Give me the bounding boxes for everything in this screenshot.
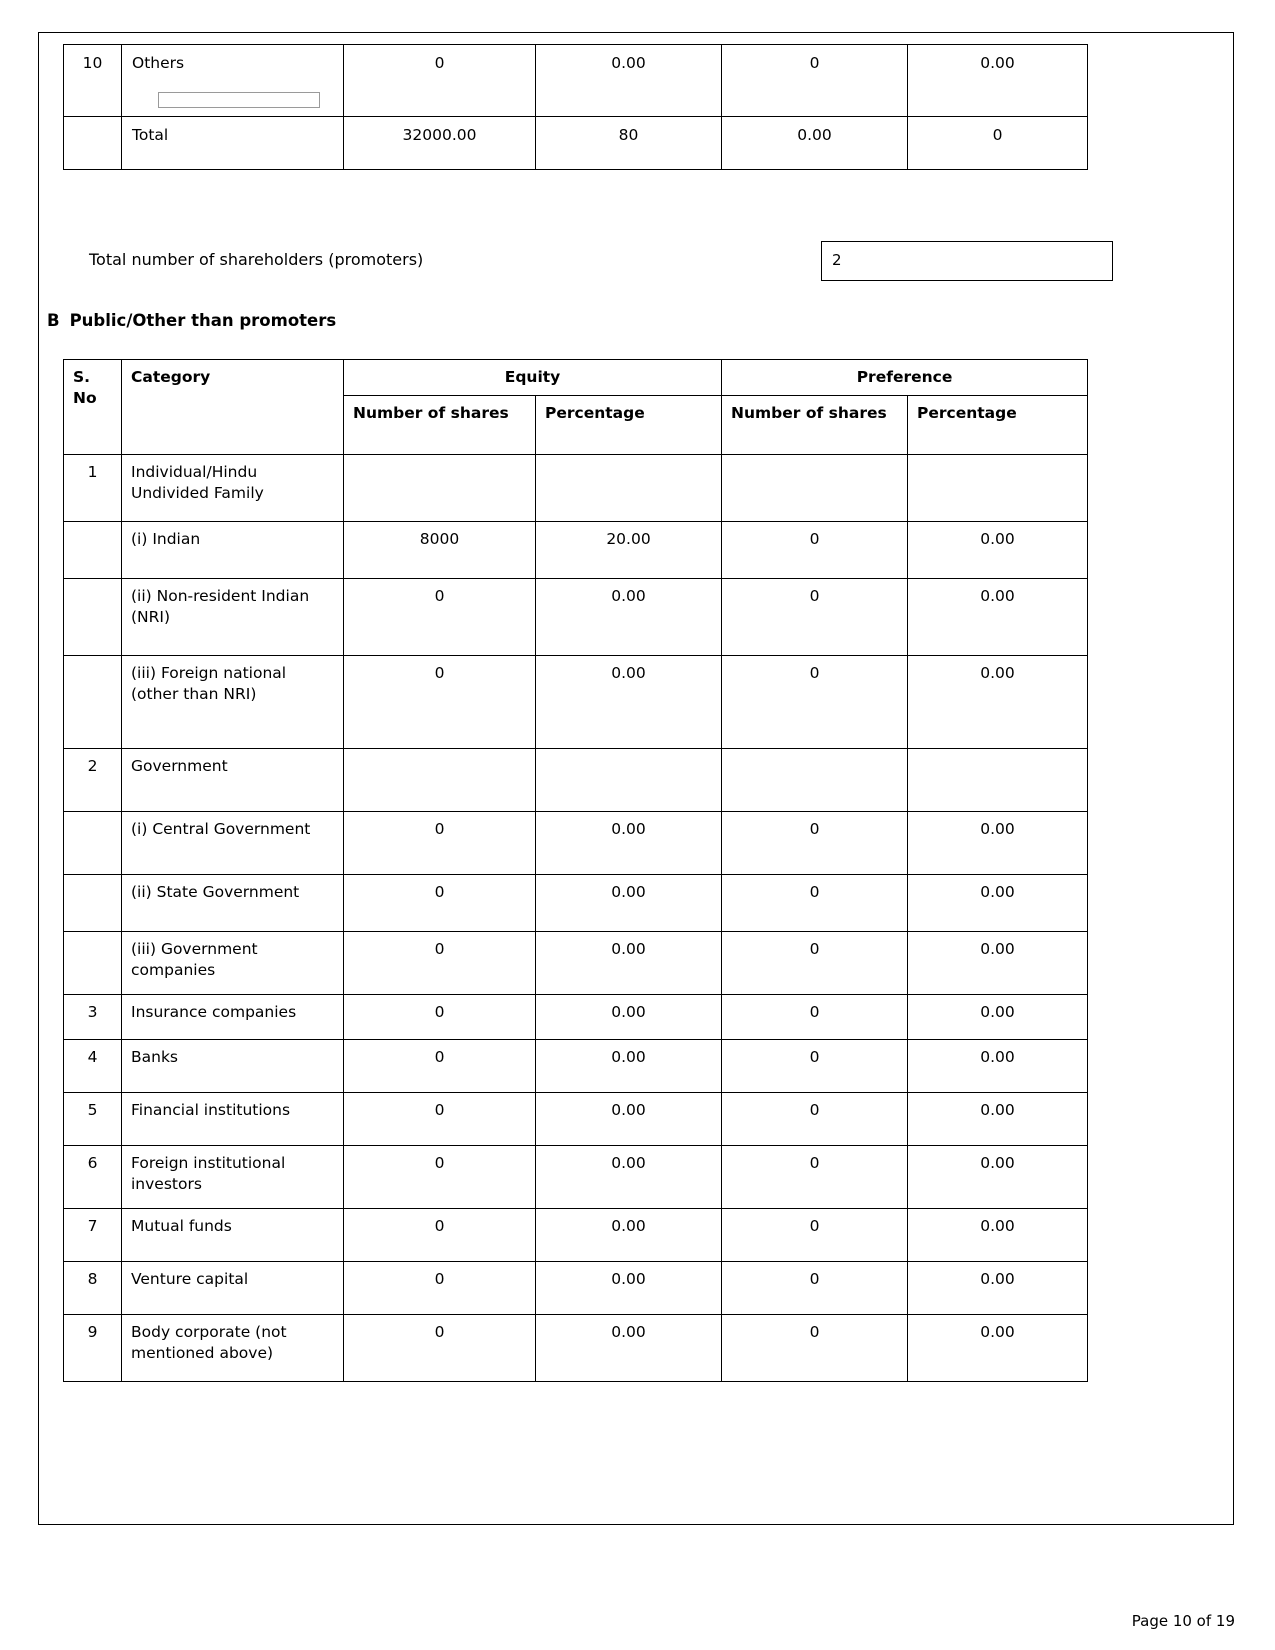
section-b-title: Public/Other than promoters [69,311,337,330]
row-preference-percentage: 0.00 [908,1092,1088,1145]
row-sno: 4 [64,1039,122,1092]
row-category: (ii) Non-resident Indian (NRI) [122,578,344,655]
row-sno [64,811,122,874]
table-row [64,748,1088,811]
table-row [64,521,1088,578]
header-equity: Equity [344,360,722,396]
row-equity-percentage: 0.00 [536,1314,722,1381]
row-preference-shares: 0 [722,578,908,655]
row-preference-shares: 0 [722,1208,908,1261]
total-equity-shares: 32000.00 [344,116,536,169]
row-category: Body corporate (not mentioned above) [122,1314,344,1381]
table-row [64,655,1088,748]
row-equity-percentage: 0.00 [536,1092,722,1145]
row-sno: 6 [64,1145,122,1208]
row-equity-percentage: 0.00 [536,1208,722,1261]
row-preference-percentage: 0.00 [908,931,1088,994]
header-preference-percentage: Percentage [908,395,1088,454]
row-category: Mutual funds [122,1208,344,1261]
row-preference-percentage: 0.00 [908,1208,1088,1261]
header-sno: S. No [64,360,122,455]
row-preference-shares: 0 [722,874,908,931]
row-category: (iii) Government companies [122,931,344,994]
table-row [64,578,1088,655]
page-frame [38,32,1234,1525]
page-footer: Page 10 of 19 [1131,1612,1235,1630]
row-sno: 8 [64,1261,122,1314]
row-sno: 1 [64,454,122,521]
row-category: (iii) Foreign national (other than NRI) [122,655,344,748]
row-preference-shares: 0 [722,655,908,748]
row-equity-percentage: 0.00 [536,811,722,874]
total-preference-percentage: 0 [908,116,1088,169]
table-row [64,811,1088,874]
row-preference-shares: 0 [722,931,908,994]
row-category: (i) Indian [122,521,344,578]
row-preference-percentage: 0.00 [908,1145,1088,1208]
row-equity-shares: 0 [344,1092,536,1145]
row-preference-shares [722,748,908,811]
table-row [64,454,1088,521]
table-row-total [64,116,1088,169]
header-preference-shares: Number of shares [722,395,908,454]
total-preference-shares: 0.00 [722,116,908,169]
table-row [64,931,1088,994]
row-category: (ii) State Government [122,874,344,931]
row-category: Financial institutions [122,1092,344,1145]
row-category: Individual/Hindu Undivided Family [122,454,344,521]
row-sno: 7 [64,1208,122,1261]
row-category: Government [122,748,344,811]
total-shareholders-label: Total number of shareholders (promoters) [89,250,424,269]
row-equity-percentage: 0.00 [536,655,722,748]
row-preference-shares [722,454,908,521]
row-preference-percentage: 0.00 [908,811,1088,874]
row-equity-percentage [536,454,722,521]
header-preference: Preference [722,360,1088,396]
table-row [64,1145,1088,1208]
row-equity-shares: 0 [344,874,536,931]
row-equity-shares [344,454,536,521]
table-row [64,994,1088,1039]
row-preference-percentage: 0.00 [908,1039,1088,1092]
row-category: Insurance companies [122,994,344,1039]
row-preference-shares: 0 [722,1039,908,1092]
row-category [122,45,344,117]
total-equity-percentage: 80 [536,116,722,169]
row-category-label: Others [132,54,185,72]
row-preference-percentage: 0.00 [908,45,1088,117]
row-preference-shares: 0 [722,1314,908,1381]
row-sno: 2 [64,748,122,811]
row-sno: 10 [64,45,122,117]
row-preference-percentage: 0.00 [908,994,1088,1039]
header-equity-shares: Number of shares [344,395,536,454]
row-preference-percentage: 0.00 [908,874,1088,931]
section-b-letter: B [47,311,60,330]
row-sno [64,874,122,931]
row-preference-percentage: 0.00 [908,578,1088,655]
row-equity-shares: 0 [344,1208,536,1261]
row-equity-shares: 0 [344,655,536,748]
row-equity-percentage: 0.00 [536,45,722,117]
others-text-input[interactable] [158,92,320,108]
row-equity-percentage [536,748,722,811]
row-preference-shares: 0 [722,1092,908,1145]
section-b-heading [47,311,336,330]
row-equity-percentage: 20.00 [536,521,722,578]
promoters-table-continued [63,44,1088,170]
row-sno [64,578,122,655]
row-equity-shares: 0 [344,811,536,874]
row-equity-percentage: 0.00 [536,578,722,655]
row-sno: 9 [64,1314,122,1381]
row-preference-shares: 0 [722,1145,908,1208]
row-equity-percentage: 0.00 [536,1039,722,1092]
table-row [64,1092,1088,1145]
row-category: (i) Central Government [122,811,344,874]
row-equity-shares: 0 [344,1145,536,1208]
row-sno: 3 [64,994,122,1039]
row-equity-shares: 8000 [344,521,536,578]
row-category: Foreign institutional investors [122,1145,344,1208]
row-preference-percentage: 0.00 [908,655,1088,748]
row-sno [64,655,122,748]
total-shareholders-input[interactable]: 2 [821,241,1113,281]
total-label: Total [122,116,344,169]
row-equity-shares: 0 [344,45,536,117]
row-preference-percentage [908,748,1088,811]
row-category: Banks [122,1039,344,1092]
row-preference-percentage [908,454,1088,521]
row-sno [64,931,122,994]
row-preference-shares: 0 [722,994,908,1039]
table-row [64,45,1088,117]
total-shareholders-row [63,241,1123,281]
total-sno [64,116,122,169]
row-equity-shares [344,748,536,811]
row-equity-shares: 0 [344,931,536,994]
row-preference-percentage: 0.00 [908,1314,1088,1381]
row-equity-shares: 0 [344,1039,536,1092]
public-shareholders-table [63,359,1088,1382]
table-row [64,874,1088,931]
row-equity-percentage: 0.00 [536,994,722,1039]
row-equity-percentage: 0.00 [536,1145,722,1208]
row-sno [64,521,122,578]
table-header-row-group [64,360,1088,396]
row-preference-shares: 0 [722,811,908,874]
row-preference-shares: 0 [722,1261,908,1314]
row-preference-shares: 0 [722,45,908,117]
row-equity-shares: 0 [344,578,536,655]
row-sno: 5 [64,1092,122,1145]
row-preference-shares: 0 [722,521,908,578]
table-row [64,1314,1088,1381]
row-equity-percentage: 0.00 [536,931,722,994]
row-equity-percentage: 0.00 [536,1261,722,1314]
table-row [64,1208,1088,1261]
row-equity-shares: 0 [344,994,536,1039]
row-preference-percentage: 0.00 [908,521,1088,578]
header-category: Category [122,360,344,455]
row-preference-percentage: 0.00 [908,1261,1088,1314]
row-equity-shares: 0 [344,1314,536,1381]
table-row [64,1261,1088,1314]
row-category: Venture capital [122,1261,344,1314]
row-equity-shares: 0 [344,1261,536,1314]
header-equity-percentage: Percentage [536,395,722,454]
table-row [64,1039,1088,1092]
row-equity-percentage: 0.00 [536,874,722,931]
